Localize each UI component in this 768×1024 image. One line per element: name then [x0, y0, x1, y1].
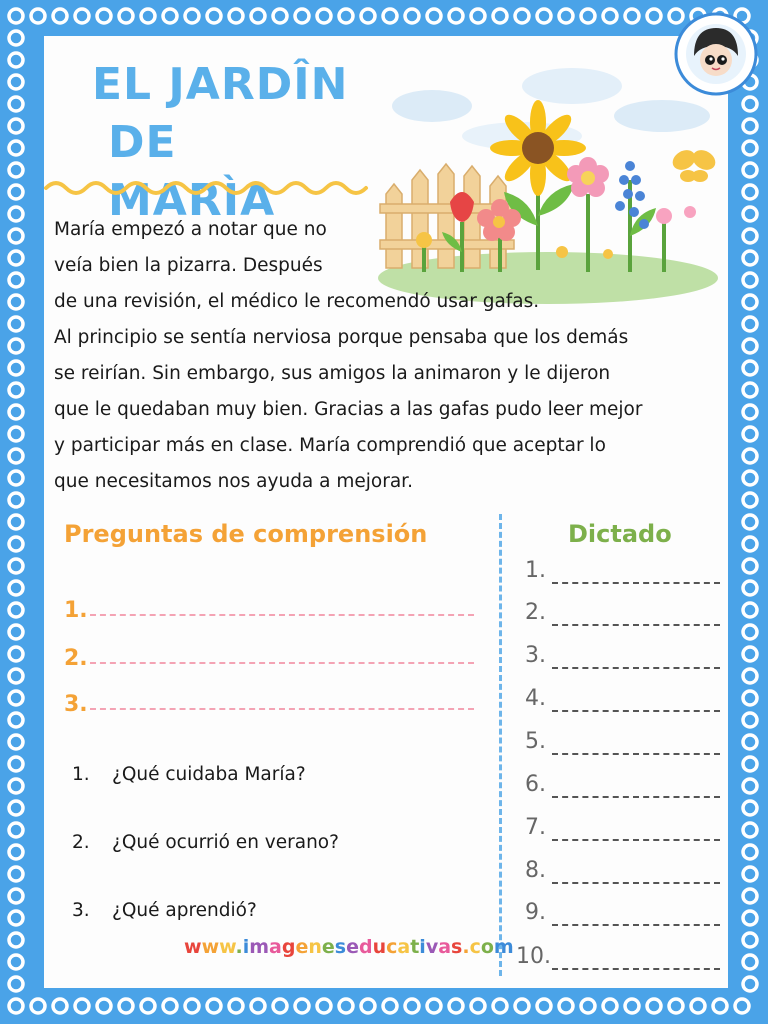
dictado-line-9[interactable] — [516, 900, 720, 934]
dictado-blank[interactable] — [552, 582, 720, 584]
dictado-line-1[interactable] — [516, 558, 720, 592]
story-line: se reirían. Sin embargo, sus amigos la animaron y le dijeron — [54, 363, 611, 384]
story-line: veía bien la pizarra. Después — [54, 255, 323, 276]
answer-blank[interactable] — [90, 614, 474, 616]
dictado-line-4[interactable] — [516, 686, 720, 720]
title-line-2: DE MARÌA — [108, 117, 276, 226]
story-line: de una revisión, el médico le recomendó usar gafas. — [54, 291, 540, 312]
comprehension-heading: Preguntas de comprensión — [64, 520, 428, 548]
dictado-number: 7. — [525, 815, 546, 840]
dictado-blank[interactable] — [552, 710, 720, 712]
dictado-number: 1. — [525, 558, 546, 583]
question-text: ¿Qué ocurrió en verano? — [112, 832, 339, 853]
dictado-blank[interactable] — [552, 624, 720, 626]
dictado-blank[interactable] — [552, 796, 720, 798]
story-text — [54, 212, 734, 500]
column-divider — [499, 514, 502, 976]
dictado-blank[interactable] — [552, 839, 720, 841]
dictado-number: 2. — [525, 600, 546, 625]
dictado-line-6[interactable] — [516, 772, 720, 806]
dictado-blank[interactable] — [552, 667, 720, 669]
answer-blank[interactable] — [90, 708, 474, 710]
title-line-1: EL JARDÎN — [92, 59, 349, 110]
answer-line-1[interactable] — [64, 598, 474, 628]
website-link[interactable]: www.imageneseducativas.com — [184, 936, 514, 958]
answer-number: 3. — [64, 692, 88, 717]
story-line: Al principio se sentía nerviosa porque pensaba que los demás — [54, 327, 629, 348]
site-logo[interactable] — [672, 10, 760, 98]
question-item — [72, 900, 492, 921]
dictado-line-3[interactable] — [516, 643, 720, 677]
dictado-number: 8. — [525, 858, 546, 883]
dictado-blank[interactable] — [552, 968, 720, 970]
question-number: 1. — [72, 764, 90, 785]
dictado-blank[interactable] — [552, 753, 720, 755]
dictado-number: 10. — [516, 944, 551, 969]
story-line: y participar más en clase. María comprendió que aceptar lo — [54, 435, 606, 456]
dictado-line-5[interactable] — [516, 729, 720, 763]
dictado-line-8[interactable] — [516, 858, 720, 892]
dictado-line-2[interactable] — [516, 600, 720, 634]
story-line: que necesitamos nos ayuda a mejorar. — [54, 471, 413, 492]
question-item — [72, 832, 492, 853]
question-item — [72, 764, 492, 785]
answer-line-3[interactable] — [64, 692, 474, 722]
dictado-line-7[interactable] — [516, 815, 720, 849]
dictado-line-10[interactable] — [516, 944, 720, 978]
dictado-blank[interactable] — [552, 882, 720, 884]
dictado-number: 5. — [525, 729, 546, 754]
yellow-wave-divider — [44, 178, 374, 198]
answer-line-2[interactable] — [64, 646, 474, 676]
answer-number: 2. — [64, 646, 88, 671]
page-title — [92, 56, 352, 230]
question-number: 2. — [72, 832, 90, 853]
dictado-number: 9. — [525, 900, 546, 925]
dictado-blank[interactable] — [552, 924, 720, 926]
dictado-number: 3. — [525, 643, 546, 668]
question-number: 3. — [72, 900, 90, 921]
question-text: ¿Qué aprendió? — [112, 900, 257, 921]
story-line: que le quedaban muy bien. Gracias a las gafas pudo leer mejor — [54, 399, 643, 420]
dictado-heading: Dictado — [568, 520, 672, 548]
question-text: ¿Qué cuidaba María? — [112, 764, 306, 785]
dictado-number: 6. — [525, 772, 546, 797]
dictado-number: 4. — [525, 686, 546, 711]
story-line: María empezó a notar que no — [54, 219, 327, 240]
answer-number: 1. — [64, 598, 88, 623]
answer-blank[interactable] — [90, 662, 474, 664]
